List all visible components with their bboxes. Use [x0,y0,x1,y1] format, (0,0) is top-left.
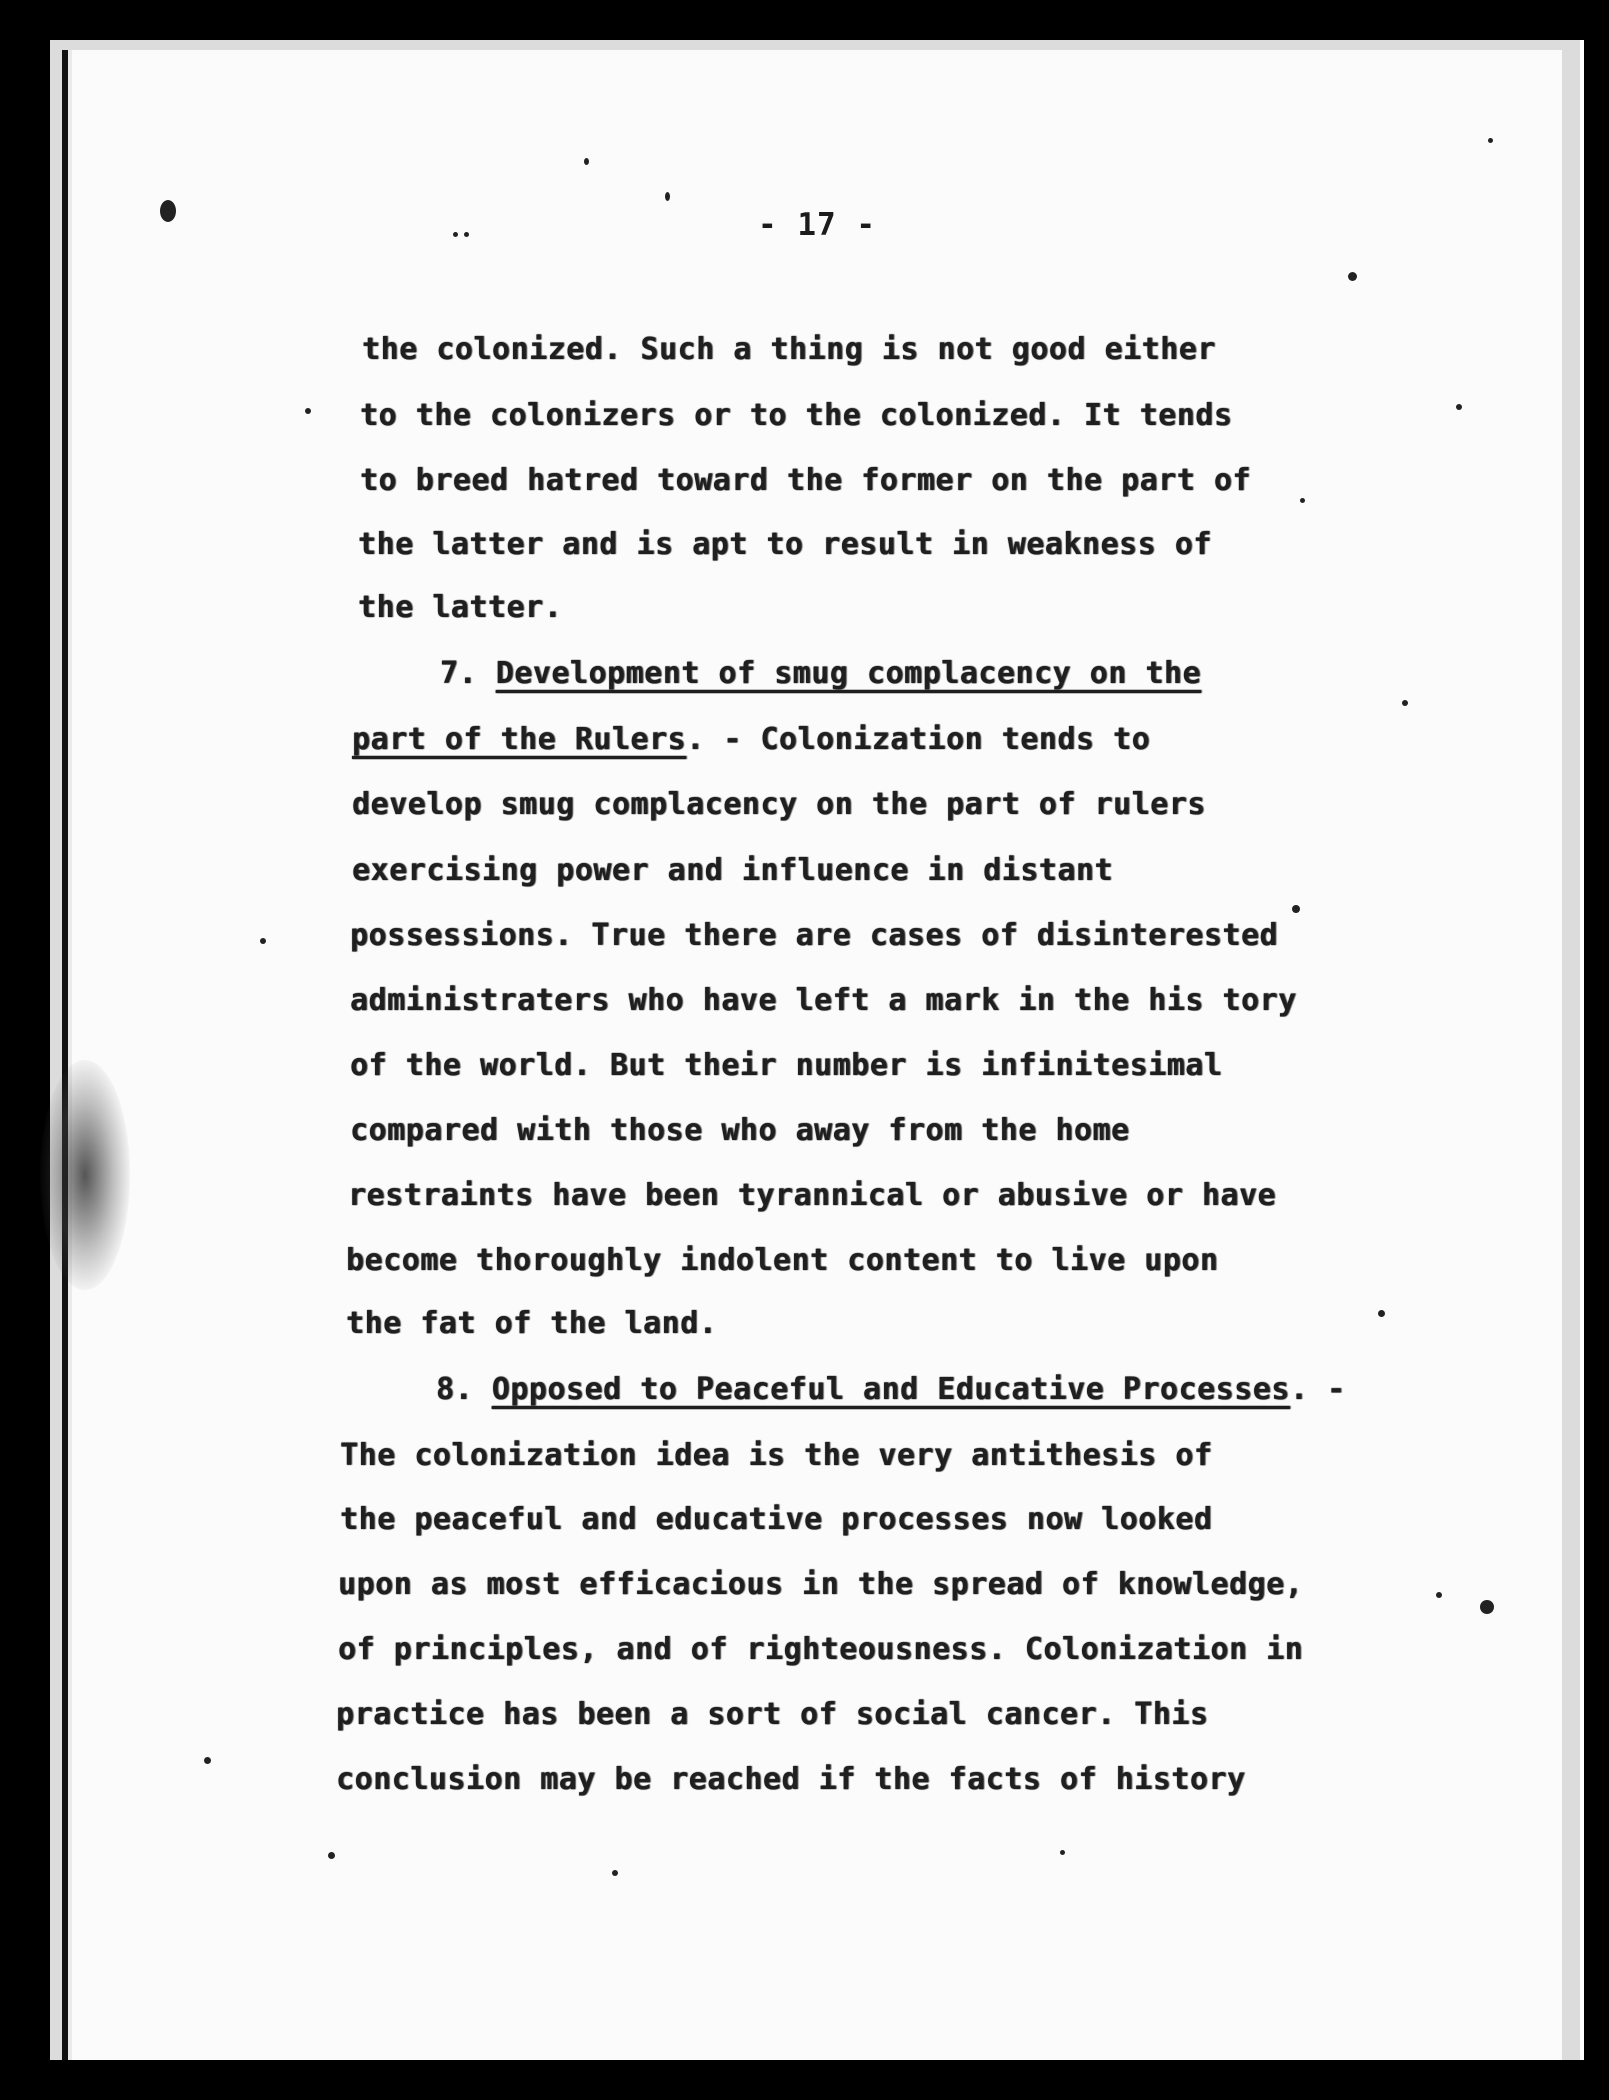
text-line: possessions. True there are cases of disinterested [350,918,1279,953]
page-number: - 17 - [758,207,876,243]
scan-speck [1348,272,1357,281]
text-line: compared with those who away from the home [350,1113,1130,1148]
scan-speck [464,232,469,237]
text-line: the latter. [358,590,563,625]
text-line: of the world. But their number is infinitesimal [350,1048,1223,1083]
section-heading-line [440,656,1201,692]
scan-speck [1378,1310,1385,1317]
scan-speck [305,408,311,414]
text-line: the fat of the land. [346,1306,718,1341]
text-line: The colonization idea is the very antithesis of [340,1438,1213,1473]
section-heading: Opposed to Peaceful and Educative Processes [491,1372,1290,1407]
section-heading-line: part of the Rulers. - Colonization tends to [352,722,1151,757]
scan-speck [1436,1592,1442,1598]
scan-speck [1488,138,1493,143]
scan-speck [260,938,266,944]
section-heading: part of the Rulers [352,722,687,757]
text-line: administraters who have left a mark in the his tory [350,983,1297,1018]
ink-smudge [40,1060,130,1290]
text-line: to the colonizers or to the colonized. It tends [360,398,1233,433]
scan-speck [204,1757,211,1764]
text-line: the peaceful and educative processes now looked [340,1502,1213,1537]
text-line: become thoroughly indolent content to live upon [346,1243,1219,1278]
text-line: of principles, and of righteousness. Colonization in [338,1632,1304,1667]
scan-speck [160,200,176,222]
scan-speck [1060,1850,1065,1855]
scan-speck [453,232,458,237]
scan-speck [1480,1600,1494,1614]
text-line: exercising power and influence in distant [352,853,1114,888]
text-line: the colonized. Such a thing is not good either [362,332,1216,367]
section-heading: Development of smug complacency on the [495,656,1202,691]
section-number: 8. [436,1372,492,1407]
scan-speck [584,158,589,165]
text-line: practice has been a sort of social cancer. This [336,1697,1209,1732]
scan-speck [665,192,670,201]
section-heading-line: 8. Opposed to Peaceful and Educative Processes. - [436,1372,1346,1407]
text-line: the latter and is apt to result in weakness of [358,527,1212,562]
text-line: restraints have been tyrannical or abusive or have [348,1178,1277,1213]
scan-speck [328,1852,335,1859]
scan-speck [1456,404,1462,410]
scan-speck [1300,498,1305,503]
text-line: upon as most efficacious in the spread of knowledge, [338,1567,1304,1602]
text-line: develop smug complacency on the part of rulers [352,787,1206,822]
text-line: to breed hatred toward the former on the part of [360,463,1251,498]
scan-speck [612,1870,618,1876]
scan-speck [1402,700,1408,706]
text-line: conclusion may be reached if the facts of history [336,1762,1246,1797]
scan-speck [1292,905,1300,913]
section-number: 7. [440,656,496,691]
